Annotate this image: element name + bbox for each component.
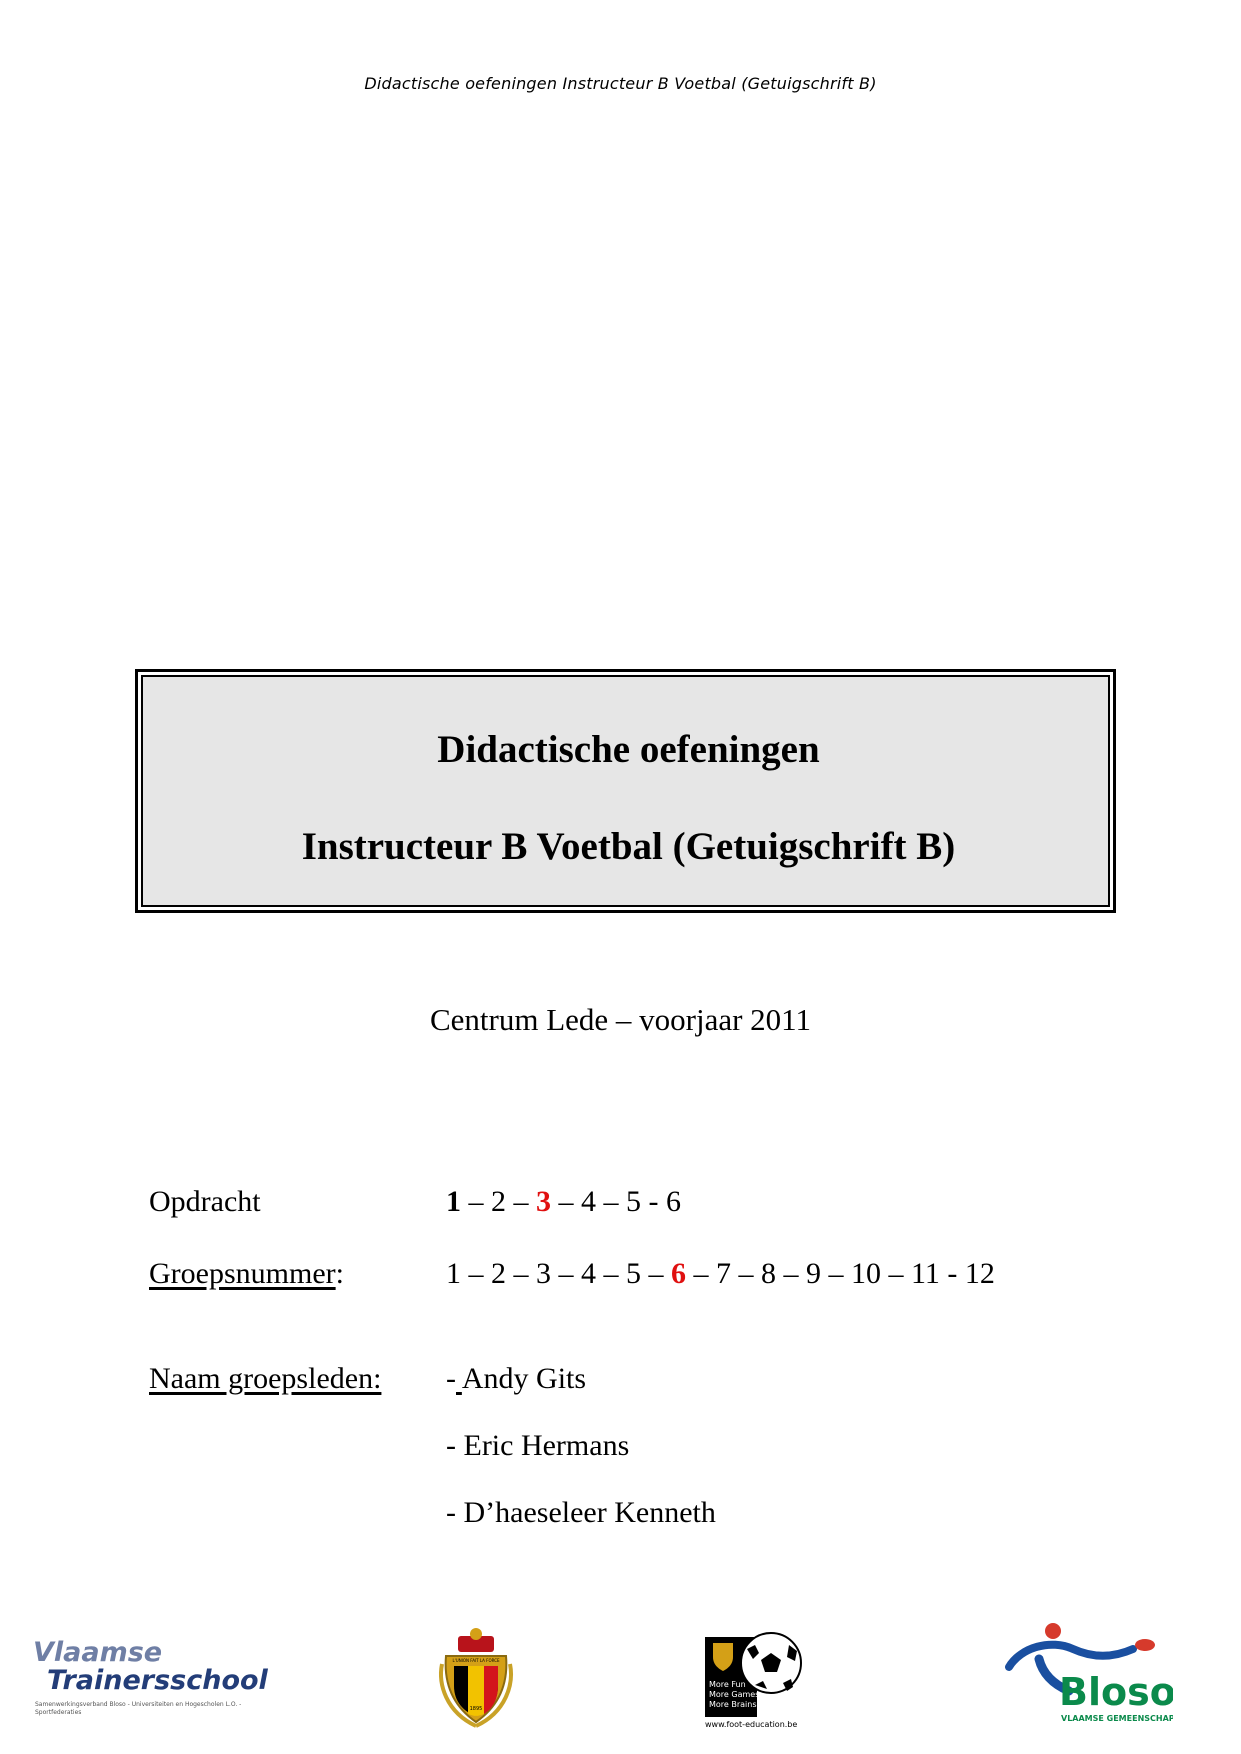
groep-before: 1 – 2 – 3 – 4 – 5 – bbox=[446, 1257, 671, 1290]
member-item bbox=[446, 1362, 586, 1396]
member-item: - Eric Hermans bbox=[446, 1429, 630, 1462]
fe-line-1: More Fun bbox=[709, 1680, 746, 1689]
fe-line-2: More Games bbox=[709, 1690, 760, 1699]
opdracht-first: 1 bbox=[446, 1185, 461, 1218]
member-item: - D’haeseleer Kenneth bbox=[446, 1496, 716, 1529]
member-name: Andy Gits bbox=[461, 1362, 587, 1395]
opdracht-label: Opdracht bbox=[149, 1185, 261, 1218]
bloso-logo bbox=[1003, 1619, 1173, 1727]
title-box-inner bbox=[141, 675, 1110, 907]
running-header: Didactische oefeningen Instructeur B Voetbal (Getuigschrift B) bbox=[364, 74, 877, 93]
fe-url: www.foot-education.be bbox=[705, 1720, 798, 1729]
opdracht-after: – 4 – 5 - 6 bbox=[551, 1185, 681, 1218]
crest-icon bbox=[436, 1624, 516, 1729]
bloso-word: Bloso bbox=[1059, 1670, 1173, 1714]
document-title: Didactische oefeningen bbox=[437, 728, 820, 771]
vts-line1: Vlaamse bbox=[33, 1637, 163, 1668]
kbvb-crest-logo bbox=[436, 1624, 516, 1729]
members-label bbox=[149, 1362, 381, 1396]
crest-motto: L'UNION FAIT LA FORCE bbox=[452, 1658, 500, 1663]
bloso-sub: VLAAMSE GEMEENSCHAP bbox=[1061, 1714, 1173, 1723]
members-label-text: Naam groepsleden: bbox=[149, 1362, 382, 1395]
title-box bbox=[135, 669, 1116, 913]
foot-education-icon bbox=[703, 1627, 803, 1732]
fe-line-3: More Brains bbox=[709, 1700, 757, 1709]
groep-value bbox=[446, 1257, 995, 1291]
opdracht-value bbox=[446, 1185, 681, 1219]
groep-label: Groepsnummer bbox=[149, 1257, 336, 1290]
opdracht-before: – 2 – bbox=[461, 1185, 536, 1218]
crest-year: 1895 bbox=[469, 1706, 483, 1712]
groep-after: – 7 – 8 – 9 – 10 – 11 - 12 bbox=[686, 1257, 995, 1290]
groep-colon: : bbox=[335, 1257, 344, 1290]
foot-education-logo bbox=[703, 1627, 803, 1732]
bloso-icon bbox=[1003, 1619, 1173, 1727]
groep-label-row bbox=[149, 1257, 344, 1291]
opdracht-highlight: 3 bbox=[536, 1185, 551, 1218]
document-subtitle: Instructeur B Voetbal (Getuigschrift B) bbox=[301, 825, 956, 868]
location-season: Centrum Lede – voorjaar 2011 bbox=[429, 1002, 812, 1037]
vts-line2: Trainersschool bbox=[47, 1665, 268, 1696]
groep-highlight: 6 bbox=[671, 1257, 686, 1290]
vts-caption: Samenwerkingsverband Bloso - Universiteiten en Hogescholen L.O. - Sportfederaties bbox=[35, 1701, 242, 1716]
vlaamse-trainersschool-logo bbox=[33, 1637, 268, 1727]
member-dash: - bbox=[446, 1362, 456, 1395]
